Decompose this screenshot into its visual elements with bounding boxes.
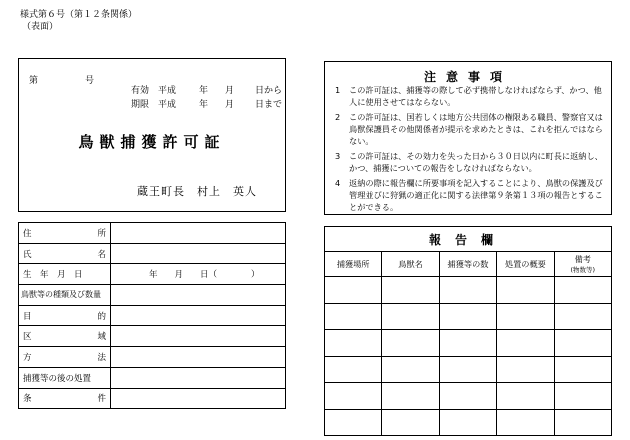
birthdate-field[interactable]: 年 月 日（ ） — [111, 264, 286, 285]
details-table — [18, 222, 286, 409]
table-row — [325, 303, 612, 330]
note-item: 2 この許可証は、国若しくは地方公共団体の権限ある職員、警察官又は鳥獣保護員その他関係者が提示を求めたときは、これを拒んではならない。 — [335, 111, 603, 147]
field-label-area: 区 域 — [19, 326, 111, 347]
report-table — [324, 226, 612, 436]
from-month: 月 — [225, 86, 235, 96]
note-item: 4 返納の際に報告欄に所要事項を記入することにより、鳥獣の保護及び管理並びに狩猟の適正化に関する法律第９条第１３項の報告とすることができる。 — [335, 177, 603, 213]
field-label-birthdate: 生 年 月 日 — [19, 264, 111, 285]
name-field[interactable] — [111, 243, 286, 264]
table-row — [325, 383, 612, 410]
method-field[interactable] — [111, 347, 286, 368]
table-row — [19, 347, 286, 368]
form-header — [20, 9, 137, 33]
species-field[interactable] — [111, 285, 286, 306]
notes-list — [335, 84, 603, 216]
to-day: 日まで — [255, 100, 283, 110]
table-row — [325, 356, 612, 383]
table-row — [19, 388, 286, 409]
table-row — [325, 409, 612, 436]
purpose-field[interactable] — [111, 305, 286, 326]
permit-box — [18, 58, 286, 212]
col-note: (物数等) — [570, 266, 596, 274]
table-row — [325, 330, 612, 357]
table-row — [19, 367, 286, 388]
to-month: 月 — [225, 100, 235, 110]
table-row — [19, 264, 286, 285]
address-field[interactable] — [111, 223, 286, 244]
number-suffix: 号 — [85, 76, 95, 86]
form-side: （表面） — [22, 22, 59, 32]
col-header-species: 鳥獣名 — [382, 252, 439, 277]
number-label: 第 — [29, 76, 39, 86]
col-header-remarks: 備考 (物数等) — [554, 252, 611, 277]
col-header-count: 捕獲等の数 — [439, 252, 496, 277]
disposal-field[interactable] — [111, 367, 286, 388]
field-label-address: 住 所 — [19, 223, 111, 244]
table-row — [19, 223, 286, 244]
conditions-field[interactable] — [111, 388, 286, 409]
issuer-name: 蔵王町長 村上 英人 — [137, 185, 257, 198]
field-label-conditions: 条 件 — [19, 388, 111, 409]
field-label-disposal: 捕獲等の後の処置 — [19, 367, 111, 388]
table-row — [19, 326, 286, 347]
col-header-disposal: 処置の概要 — [497, 252, 554, 277]
notes-box — [324, 61, 612, 215]
field-label-name: 氏 名 — [19, 243, 111, 264]
form-number: 様式第６号（第１２条関係） — [20, 10, 138, 20]
to-year: 年 — [199, 100, 209, 110]
table-row — [19, 305, 286, 326]
to-era: 平成 — [158, 100, 177, 110]
field-label-purpose: 目 的 — [19, 305, 111, 326]
notes-title: 注意事項 — [423, 70, 512, 84]
table-row — [19, 285, 286, 306]
from-day: 日から — [255, 86, 283, 96]
valid-label-1: 有効 — [131, 86, 150, 96]
from-era: 平成 — [158, 86, 177, 96]
report-title: 報告欄 — [325, 227, 612, 252]
note-item: 3 この許可証は、その効力を失った日から３０日以内に町長に返納し、かつ、捕獲についての報告をしなければならない。 — [335, 151, 603, 174]
permit-title: 鳥獣捕獲許可証 — [78, 133, 226, 151]
from-year: 年 — [199, 86, 209, 96]
valid-label-2: 期限 — [131, 100, 150, 110]
field-label-species: 鳥獣等の種類及び数量 — [19, 285, 111, 306]
note-item: 1 この許可証は、捕獲等の際して必ず携帯しなければならず、かつ、他人に使用させてはならない。 — [335, 85, 602, 108]
table-row — [19, 243, 286, 264]
area-field[interactable] — [111, 326, 286, 347]
col-header-location: 捕獲場所 — [325, 252, 382, 277]
table-row — [325, 277, 612, 304]
field-label-method: 方 法 — [19, 347, 111, 368]
